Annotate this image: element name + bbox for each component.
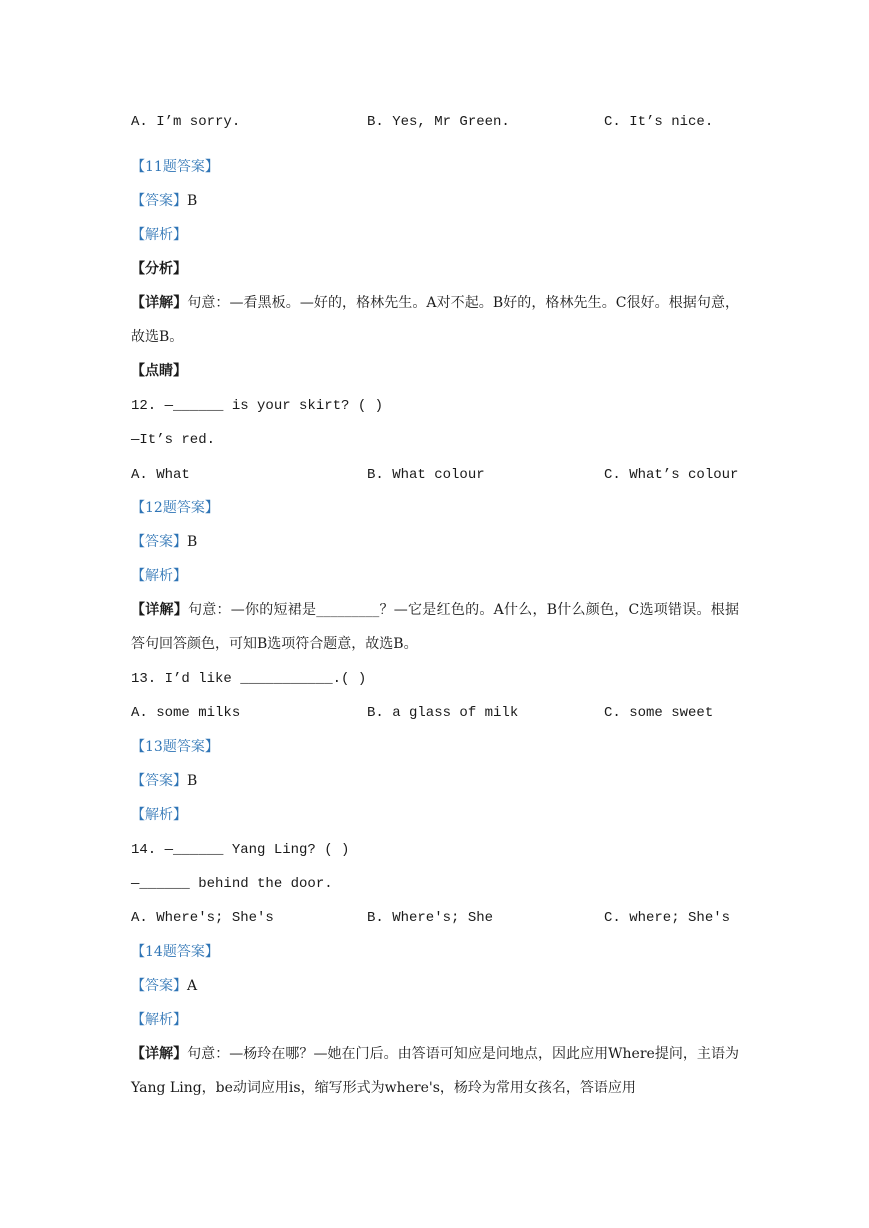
answer-label: 【答案】	[131, 193, 187, 209]
q14-reply: —______ behind the door.	[131, 876, 333, 892]
detail-text: 句意：—杨玲在哪？—她在门后。由答语可知应是问地点，因此应用Where提问，主语为Yang Ling，be动词应用is，缩写形式为where's，杨玲为常用女孩名，答语应用	[131, 1046, 740, 1096]
q11-dianjing-label: 【点睛】	[131, 363, 187, 379]
q12-stem: 12. —______ is your skirt? ( )	[131, 398, 384, 414]
q11-fenxi-label: 【分析】	[131, 261, 187, 277]
detail-label: 【详解】	[131, 602, 189, 618]
q11-detail	[131, 286, 739, 354]
q14-analysis-label: 【解析】	[131, 1012, 187, 1028]
q11-option-c: C. It’s nice.	[604, 114, 714, 130]
answer-label: 【答案】	[131, 534, 187, 550]
q11-option-b: B. Yes, Mr Green.	[367, 114, 510, 130]
q12-answer-heading: 【12题答案】	[131, 500, 219, 516]
q14-option-b: B. Where's; She	[367, 910, 494, 926]
q14-detail	[131, 1037, 739, 1105]
q14-option-a: A. Where's; She's	[131, 910, 274, 926]
detail-text: 句意：—你的短裙是_________？—它是红色的。A什么，B什么颜色，C选项错误。根据答句回答颜色，可知B选项符合题意，故选B。	[131, 602, 740, 652]
q14-stem: 14. —______ Yang Ling? ( )	[131, 842, 350, 858]
q13-stem: 13. I’d like ___________.( )	[131, 671, 367, 687]
q12-detail	[131, 593, 739, 661]
q12-analysis-label: 【解析】	[131, 568, 187, 584]
q13-answer	[131, 771, 769, 791]
answer-label: 【答案】	[131, 773, 187, 789]
q12-answer	[131, 532, 769, 552]
q14-answer	[131, 976, 769, 996]
q11-answer-heading: 【11题答案】	[131, 159, 219, 175]
answer-value: B	[187, 534, 198, 550]
q14-option-c: C. where; She's	[604, 910, 731, 926]
q12-option-b: B. What colour	[367, 467, 485, 483]
q11-analysis-label: 【解析】	[131, 227, 187, 243]
q13-option-a: A. some milks	[131, 705, 241, 721]
answer-label: 【答案】	[131, 978, 187, 994]
q13-analysis-label: 【解析】	[131, 807, 187, 823]
q12-option-a: A. What	[131, 467, 190, 483]
q13-option-b: B. a glass of milk	[367, 705, 519, 721]
answer-value: A	[187, 978, 198, 994]
q12-reply: —It’s red.	[131, 432, 216, 448]
q12-option-c: C. What’s colour	[604, 467, 739, 483]
detail-label: 【详解】	[131, 1046, 188, 1062]
q14-answer-heading: 【14题答案】	[131, 944, 219, 960]
q11-answer	[131, 191, 769, 211]
answer-value: B	[187, 193, 198, 209]
q13-answer-heading: 【13题答案】	[131, 739, 219, 755]
q11-option-a: A. I’m sorry.	[131, 114, 241, 130]
detail-label: 【详解】	[131, 295, 188, 311]
answer-value: B	[187, 773, 198, 789]
detail-text: 句意：—看黑板。—好的，格林先生。A对不起。B好的，格林先生。C很好。根据句意，故选B。	[131, 295, 740, 345]
q13-option-c: C. some sweet	[604, 705, 714, 721]
